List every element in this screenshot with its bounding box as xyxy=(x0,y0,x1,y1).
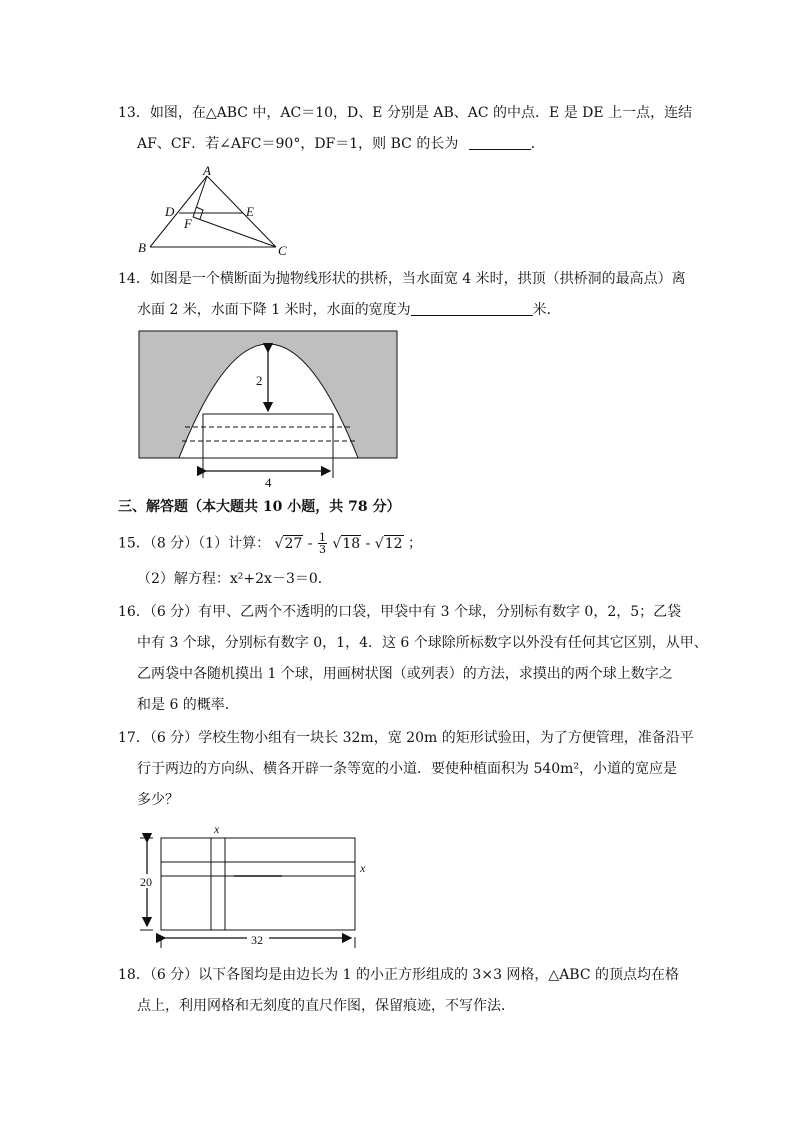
q16-line4: 和是 6 的概率． xyxy=(137,697,239,713)
sqrt-18: √18 xyxy=(332,535,361,552)
q15-line1: 15．（8 分）（1）计算： √27 - $\frac{1}{3}$ √18 - √12 ； xyxy=(118,531,422,556)
width-label: 4 xyxy=(265,475,272,490)
field-rectangle xyxy=(161,838,355,930)
q15-text: 15．（8 分）（1）计算： xyxy=(118,535,271,552)
q17-line2: 行于两边的方向纵、横各开辟一条等宽的小道．要使种植面积为 540m²，小道的宽应是 xyxy=(137,761,678,777)
q16-line2: 中有 3 个球，分别标有数字 0，1，4．这 6 个球除所标数字以外没有任何其它区别，从甲、 xyxy=(137,635,708,651)
label-c: C xyxy=(278,243,287,258)
q14-line1: 14．如图是一个横断面为抛物线形状的拱桥，当水面宽 4 米时，拱顶（拱桥洞的最高点）离 xyxy=(118,271,686,287)
q18-line1: 18．（6 分）以下各图均是由边长为 1 的小正方形组成的 3×3 网格，△ABC 的顶点均在格 xyxy=(118,967,680,983)
label-d: D xyxy=(165,204,175,219)
width-label: 32 xyxy=(251,933,263,947)
label-a: A xyxy=(203,163,211,178)
q18-line2: 点上，利用网格和无刻度的直尺作图，保留痕迹，不写作法． xyxy=(137,998,515,1014)
section-title: 三、解答题（本大题共 10 小题，共 78 分） xyxy=(118,499,401,515)
q14-line2-text: 水面 2 米，水面下降 1 米时，水面的宽度为 xyxy=(137,302,411,318)
q13-line2-end: ． xyxy=(530,136,545,152)
q16-line3: 乙两袋中各随机摸出 1 个球，用画树状图（或列表）的方法，求摸出的两个球上数字之 xyxy=(137,666,673,682)
height-label: 20 xyxy=(140,875,152,889)
q17-line1: 17．（6 分）学校生物小组有一块长 32m，宽 20m 的矩形试验田，为了方便管理，准备沿平 xyxy=(118,730,694,746)
q15-line2: （2）解方程：x²+2x－3＝0． xyxy=(137,571,332,587)
height-label: 2 xyxy=(256,373,263,388)
q17-line3: 多少？ xyxy=(137,792,179,808)
x-top-label: x xyxy=(214,822,220,836)
label-f: F xyxy=(184,216,192,231)
q16-line1: 16．（6 分）有甲、乙两个不透明的口袋，甲袋中有 3 个球，分别标有数字 0，2，5；乙袋 xyxy=(118,604,682,620)
fraction-one-third: $\frac{1}{3}$ xyxy=(318,531,326,556)
q13-line2-text: AF、CF．若∠AFC＝90°，DF＝1，则 BC 的长为 xyxy=(137,136,459,152)
q14-line2-end: 米． xyxy=(532,302,561,318)
label-b: B xyxy=(138,240,146,255)
q13-line1: 13．如图，在△ABC 中，AC＝10，D、E 分别是 AB、AC 的中点．E 是 DE 上一点，连结 xyxy=(118,105,693,121)
x-right-label: x xyxy=(360,861,366,875)
sqrt-12: √12 xyxy=(374,535,403,552)
sqrt-27: √27 xyxy=(274,535,303,552)
label-e: E xyxy=(246,204,254,219)
